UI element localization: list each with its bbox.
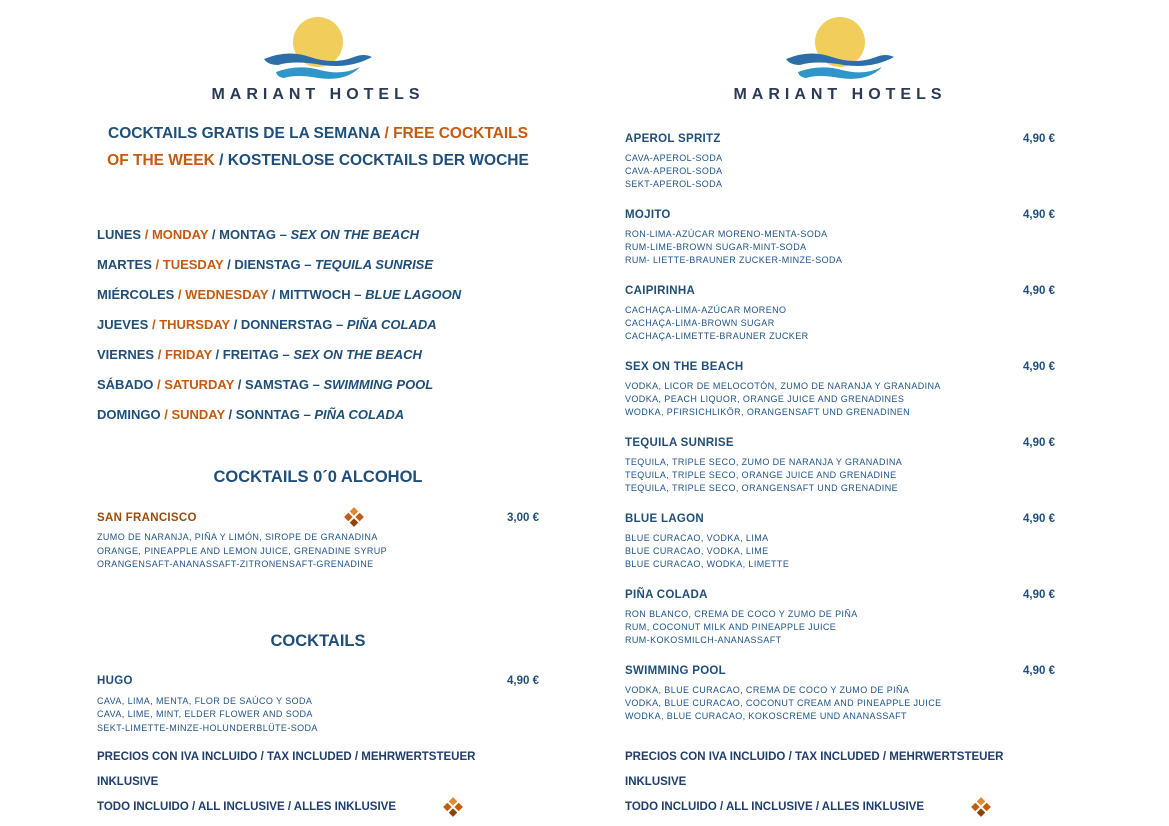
section-heading-cocktails: COCKTAILS [270,631,366,650]
menu-title-en: FREE COCKTAILS OF THE WEEK [107,125,528,169]
menu-title-es: COCKTAILS GRATIS DE LA SEMANA [108,125,381,142]
item-head [625,663,1055,679]
weekday-row-saturday [97,370,539,400]
ingredient-line-en: VODKA, BLUE CURACAO, COCONUT CREAM AND PINEAPPLE JUICE [625,698,942,708]
ingredient-lines [625,304,1055,343]
sun-wave-logo-icon [770,12,910,84]
ingredient-line-de: SEKT-LIMETTE-MINZE-HOLUNDERBLÜTE-SODA [97,722,318,733]
item-head [625,587,1055,603]
separator-dash: – [304,257,312,272]
sun-wave-logo-icon [248,12,388,84]
separator-slash: / [271,287,276,302]
item-price: 4,90 € [1023,437,1055,449]
separator-slash: / [156,377,161,392]
footer-inclusive-text: TODO INCLUIDO / ALL INCLUSIVE / ALLES INKLUSIVE [625,801,925,813]
ingredient-line-en: CACHAÇA-LIMA-BROWN SUGAR [625,318,775,328]
separator-slash: / [237,377,242,392]
item-price: 4,90 € [507,675,539,687]
footer-inclusive-line [625,795,1055,820]
weekday-en: MONDAY [151,227,209,242]
ingredient-line-es: CAVA-APEROL-SODA [625,153,723,163]
weekday-en: FRIDAY [164,347,212,362]
weekday-es: DOMINGO [97,407,161,422]
separator-slash: / [157,347,162,362]
brand-logo [625,12,1055,104]
weekday-row-friday [97,340,539,370]
ingredient-line-de: WODKA, PFIRSICHLIKÖR, ORANGENSAFT UND GRENADINEN [625,407,911,417]
ingredient-line-es: BLUE CURACAO, VODKA, LIMA [625,533,769,543]
item-price: 4,90 € [1023,513,1055,525]
ingredient-lines [625,608,1055,647]
weekly-cocktail-list [97,220,539,430]
item-price: 4,90 € [1023,133,1055,145]
ingredient-line-de: RUM- LIETTE-BRAUNER ZUCKER-MINZE-SODA [625,255,843,265]
menu-item-caipirinha [625,283,1055,343]
weekday-row-thursday [97,310,539,340]
weekday-row-wednesday [97,280,539,310]
ingredient-line-en: VODKA, PEACH LIQUOR, ORANGE JUICE AND GRENADINES [625,394,905,404]
footer-left [97,745,539,820]
ingredient-lines [97,695,539,736]
item-head [625,359,1055,375]
weekday-es: VIERNES [97,347,155,362]
right-column [625,0,1055,826]
diamond-ornament-icon [344,507,364,527]
ingredient-line-es: ZUMO DE NARANJA, PIÑA Y LIMÓN, SIROPE DE GRANADINA [97,532,378,542]
menu-item-mojito [625,207,1055,267]
ingredient-line-de: CACHAÇA-LIMETTE-BRAUNER ZUCKER [625,331,809,341]
ingredient-line-de: RUM-KOKOSMILCH-ANANASSAFT [625,635,782,645]
weekday-en: THURSDAY [159,317,230,332]
item-name: CAIPIRINHA [625,285,696,297]
separator-slash: / [215,347,220,362]
separator-dash: – [335,317,344,332]
separator-dash: – [354,287,362,302]
footer-tax-line: PRECIOS CON IVA INCLUIDO / TAX INCLUDED / MEHRWERTSTEUER INKLUSIVE [625,751,1004,788]
separator-slash: / [144,227,149,242]
item-head [625,207,1055,223]
item-name: MOJITO [625,209,671,221]
separator-slash: / [177,287,182,302]
ingredient-line-de: WODKA, BLUE CURACAO, KOKOSCREME UND ANANASSAFT [625,711,907,721]
item-price: 4,90 € [1023,209,1055,221]
ingredient-lines [97,531,539,572]
ingredient-line-es: CAVA, LIMA, MENTA, FLOR DE SAÚCO Y SODA [97,695,313,706]
separator-dash: – [312,377,320,392]
weekday-de: MONTAG [219,227,276,242]
weekday-de: SAMSTAG [244,377,309,392]
weekday-en: SUNDAY [171,407,225,422]
menu-item-tequila-sunrise [625,435,1055,495]
ingredient-lines [625,532,1055,571]
diamond-ornament-icon [443,797,463,817]
ingredient-lines [625,380,1055,419]
left-column [97,0,539,826]
ingredient-line-es: VODKA, LICOR DE MELOCOTÓN, ZUMO DE NARANJA Y GRANADINA [625,381,941,391]
weekday-row-sunday [97,400,539,430]
brand-logo [97,12,539,104]
ingredient-line-de: BLUE CURACAO, WODKA, LIMETTE [625,559,790,569]
separator-slash: / [211,227,216,242]
item-head [97,673,539,690]
brand-name: MARIANT HOTELS [733,86,947,103]
separator-dash: – [279,227,287,242]
item-name: SEX ON THE BEACH [625,361,744,373]
item-price: 4,90 € [1023,285,1055,297]
ingredient-line-es: VODKA, BLUE CURACAO, CREMA DE COCO Y ZUMO DE PIÑA [625,685,910,695]
separator-slash: / [227,257,231,272]
separator-dash: – [303,407,311,422]
weekday-cocktail: PIÑA COLADA [346,317,437,332]
ingredient-line-en: TEQUILA, TRIPLE SECO, ORANGE JUICE AND GRENADINE [625,470,897,480]
ingredient-line-en: CAVA, LIME, MINT, ELDER FLOWER AND SODA [97,709,313,719]
weekday-cocktail: SEX ON THE BEACH [290,227,420,242]
item-name: APEROL SPRITZ [625,133,721,145]
weekday-de: DONNERSTAG [240,317,333,332]
weekday-cocktail: BLUE LAGOON [365,287,462,302]
ingredient-line-de: TEQUILA, TRIPLE SECO, ORANGENSAFT UND GRENADINE [625,483,899,493]
section-heading-alcohol-free: COCKTAILS 0´0 ALCOHOL [213,468,423,486]
weekday-es: MIÉRCOLES [97,287,175,302]
ingredient-line-en: ORANGE, PINEAPPLE AND LEMON JUICE, GRENADINE SYRUP [97,545,388,556]
weekday-es: SÁBADO [97,377,154,392]
menu-title [97,120,539,174]
ingredient-line-en: BLUE CURACAO, VODKA, LIME [625,546,769,556]
ingredient-line-en: RUM-LIME-BROWN SUGAR-MINT-SODA [625,242,807,252]
ingredient-lines [625,152,1055,191]
item-name: SAN FRANCISCO [97,511,197,524]
separator-dash: – [282,347,290,362]
footer-inclusive-line [97,795,539,820]
brand-name: MARIANT HOTELS [211,86,425,103]
weekday-en: TUESDAY [162,257,224,272]
weekday-cocktail: PIÑA COLADA [314,407,405,422]
ingredient-line-es: RON BLANCO, CREMA DE COCO Y ZUMO DE PIÑA [625,609,858,619]
weekday-de: FREITAG [222,347,279,362]
menu-item-hugo [97,673,539,736]
weekday-es: MARTES [97,257,152,272]
weekday-en: SATURDAY [164,377,235,392]
ingredient-line-es: CACHAÇA-LIMA-AZÚCAR MORENO [625,305,787,315]
weekday-es: LUNES [97,227,142,242]
ingredient-line-en: CAVA-APEROL-SODA [625,166,723,176]
item-name: TEQUILA SUNRISE [625,437,734,449]
separator-slash: / [219,152,224,169]
separator-slash: / [155,257,160,272]
diamond-ornament-icon [971,797,991,817]
ingredient-line-es: TEQUILA, TRIPLE SECO, ZUMO DE NARANJA Y GRANADINA [625,457,903,467]
item-head [625,435,1055,451]
ingredient-lines [625,684,1055,723]
ingredient-lines [625,456,1055,495]
weekday-es: JUEVES [97,317,149,332]
item-name: PIÑA COLADA [625,589,708,601]
separator-slash: / [164,407,168,422]
item-price: 3,00 € [507,511,539,524]
footer-right [625,745,1055,820]
item-head [625,131,1055,147]
ingredient-line-es: RON-LIMA-AZÚCAR MORENO-MENTA-SODA [625,229,828,239]
item-name: HUGO [97,675,133,687]
menu-item-sex-on-the-beach [625,359,1055,419]
menu-item-blue-lagon [625,511,1055,571]
item-head [625,283,1055,299]
weekday-de: MITTWOCH [279,287,351,302]
item-price: 4,90 € [1023,361,1055,373]
weekday-en: WEDNESDAY [185,287,269,302]
ingredient-line-en: RUM, COCONUT MILK AND PINEAPPLE JUICE [625,622,837,632]
ingredient-line-de: ORANGENSAFT-ANANASSAFT-ZITRONENSAFT-GRENADINE [97,559,374,569]
item-name: SWIMMING POOL [625,665,727,677]
weekday-cocktail: SEX ON THE BEACH [293,347,422,362]
weekday-row-tuesday [97,250,539,280]
menu-item-pina-colada [625,587,1055,647]
item-price: 4,90 € [1023,665,1055,677]
item-head [625,511,1055,527]
separator-slash: / [233,317,238,332]
menu-item-san-francisco [97,509,539,572]
weekday-de: DIENSTAG [234,257,301,272]
menu-item-aperol-spritz [625,131,1055,191]
separator-slash: / [228,407,233,422]
separator-slash: / [151,317,156,332]
cocktail-price-list [625,131,1055,723]
weekday-de: SONNTAG [235,407,300,422]
item-head [97,509,539,526]
weekday-cocktail: SWIMMING POOL [323,377,434,392]
item-price: 4,90 € [1023,589,1055,601]
separator-slash: / [384,125,389,142]
menu-item-swimming-pool [625,663,1055,723]
weekday-cocktail: TEQUILA SUNRISE [315,257,434,272]
footer-tax-line: PRECIOS CON IVA INCLUIDO / TAX INCLUDED / MEHRWERTSTEUER INKLUSIVE [97,751,476,788]
ingredient-line-de: SEKT-APEROL-SODA [625,179,723,189]
weekday-row-monday [97,220,539,250]
footer-inclusive-text: TODO INCLUIDO / ALL INCLUSIVE / ALLES INKLUSIVE [97,801,397,813]
ingredient-lines [625,228,1055,267]
item-name: BLUE LAGON [625,513,705,525]
menu-title-de: KOSTENLOSE COCKTAILS DER WOCHE [227,152,529,169]
